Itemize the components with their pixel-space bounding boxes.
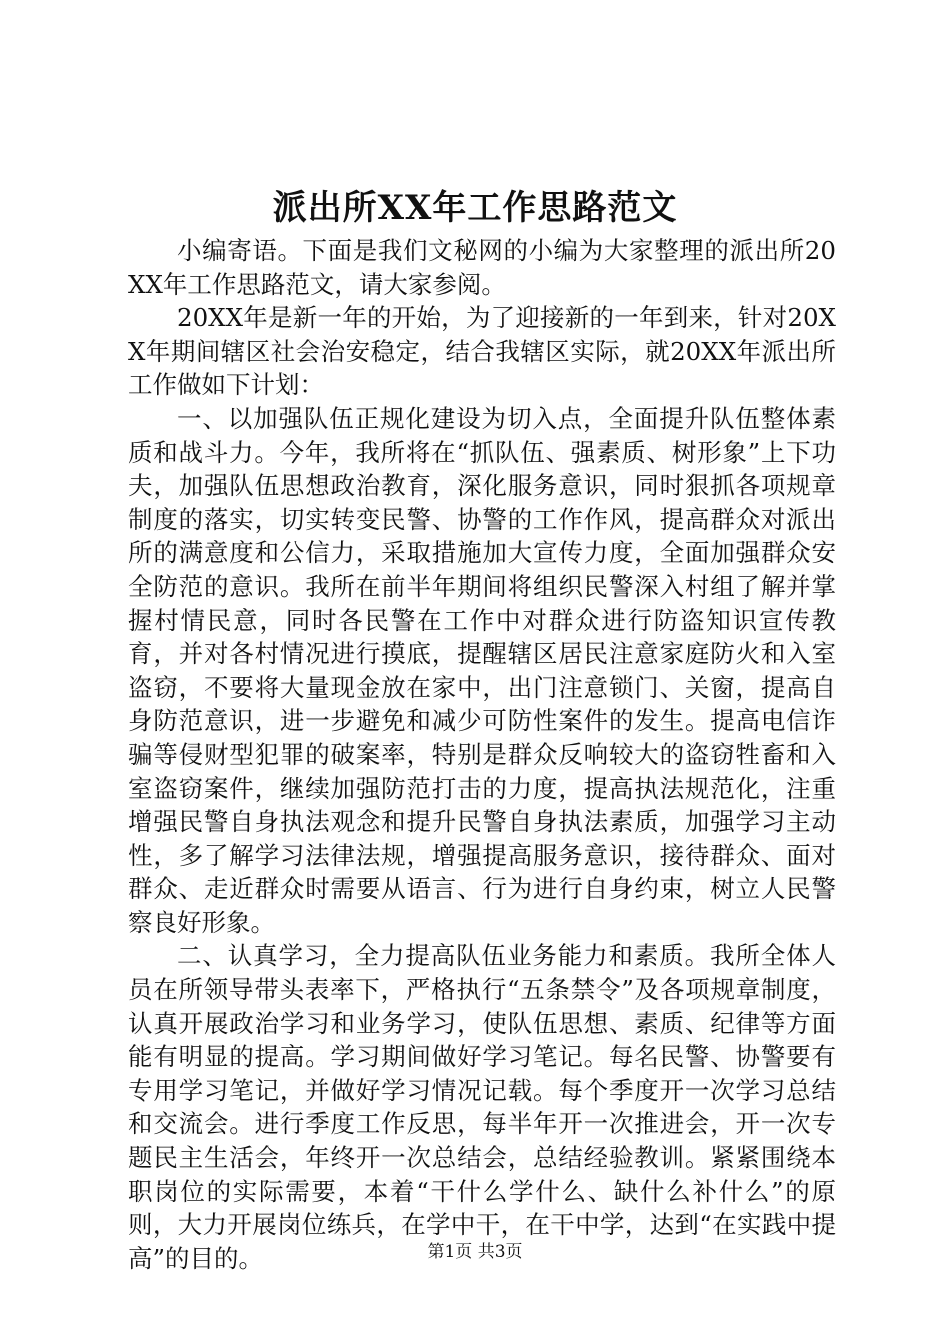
paragraph-section-two: 二、认真学习，全力提高队伍业务能力和素质。我所全体人员在所领导带头表率下，严格执行“五条禁令”及各项规章制度，认真开展政治学习和业务学习，使队伍思想、素质、纪律等方面能有明显的提高。学习期间做好学习笔记。每名民警、协警要有专用学习笔记，并做好学习情况记载。每个季度开一次学习总结和交流会。进行季度工作反思，每半年开一次推进会，开一次专题民主生活会，年终开一次总结会，总结经验教训。紧紧围绕本职岗位的实际需要，本着“干什么学什么、缺什么补什么”的原则，大力开展岗位练兵，在学中干，在干中学，达到“在实践中提高”的目的。 <box>128 941 836 1273</box>
document-body <box>128 234 836 1275</box>
document-title: 派出所XX年工作思路范文 <box>272 188 678 228</box>
page-footer: 第1页 共3页 <box>427 1242 523 1262</box>
paragraph-intro: 小编寄语。下面是我们文秘网的小编为大家整理的派出所20XX年工作思路范文，请大家参阅。 <box>128 236 836 299</box>
paragraph-section-one: 一、以加强队伍正规化建设为切入点，全面提升队伍整体素质和战斗力。今年，我所将在“抓队伍、强素质、树形象”上下功夫，加强队伍思想政治教育，深化服务意识，同时狠抓各项规章制度的落实，切实转变民警、协警的工作作风，提高群众对派出所的满意度和公信力，采取措施加大宣传力度，全面加强群众安全防范的意识。我所在前半年期间将组织民警深入村组了解并掌握村情民意，同时各民警在工作中对群众进行防盗知识宣传教育，并对各村情况进行摸底，提醒辖区居民注意家庭防火和入室盗窃，不要将大量现金放在家中，出门注意锁门、关窗，提高自身防范意识，进一步避免和减少可防性案件的发生。提高电信诈骗等侵财型犯罪的破案率，特别是群众反响较大的盗窃牲畜和入室盗窃案件，继续加强防范打击的力度，提高执法规范化，注重增强民警自身执法观念和提升民警自身执法素质，加强学习主动性，多了解学习法律法规，增强提高服务意识，接待群众、面对群众、走近群众时需要从语言、行为进行自身约束，树立人民警察良好形象。 <box>128 403 836 937</box>
paragraph-plan-overview: 20XX年是新一年的开始，为了迎接新的一年到来，针对20XX年期间辖区社会治安稳定，结合我辖区实际，就20XX年派出所工作做如下计划： <box>128 303 836 400</box>
